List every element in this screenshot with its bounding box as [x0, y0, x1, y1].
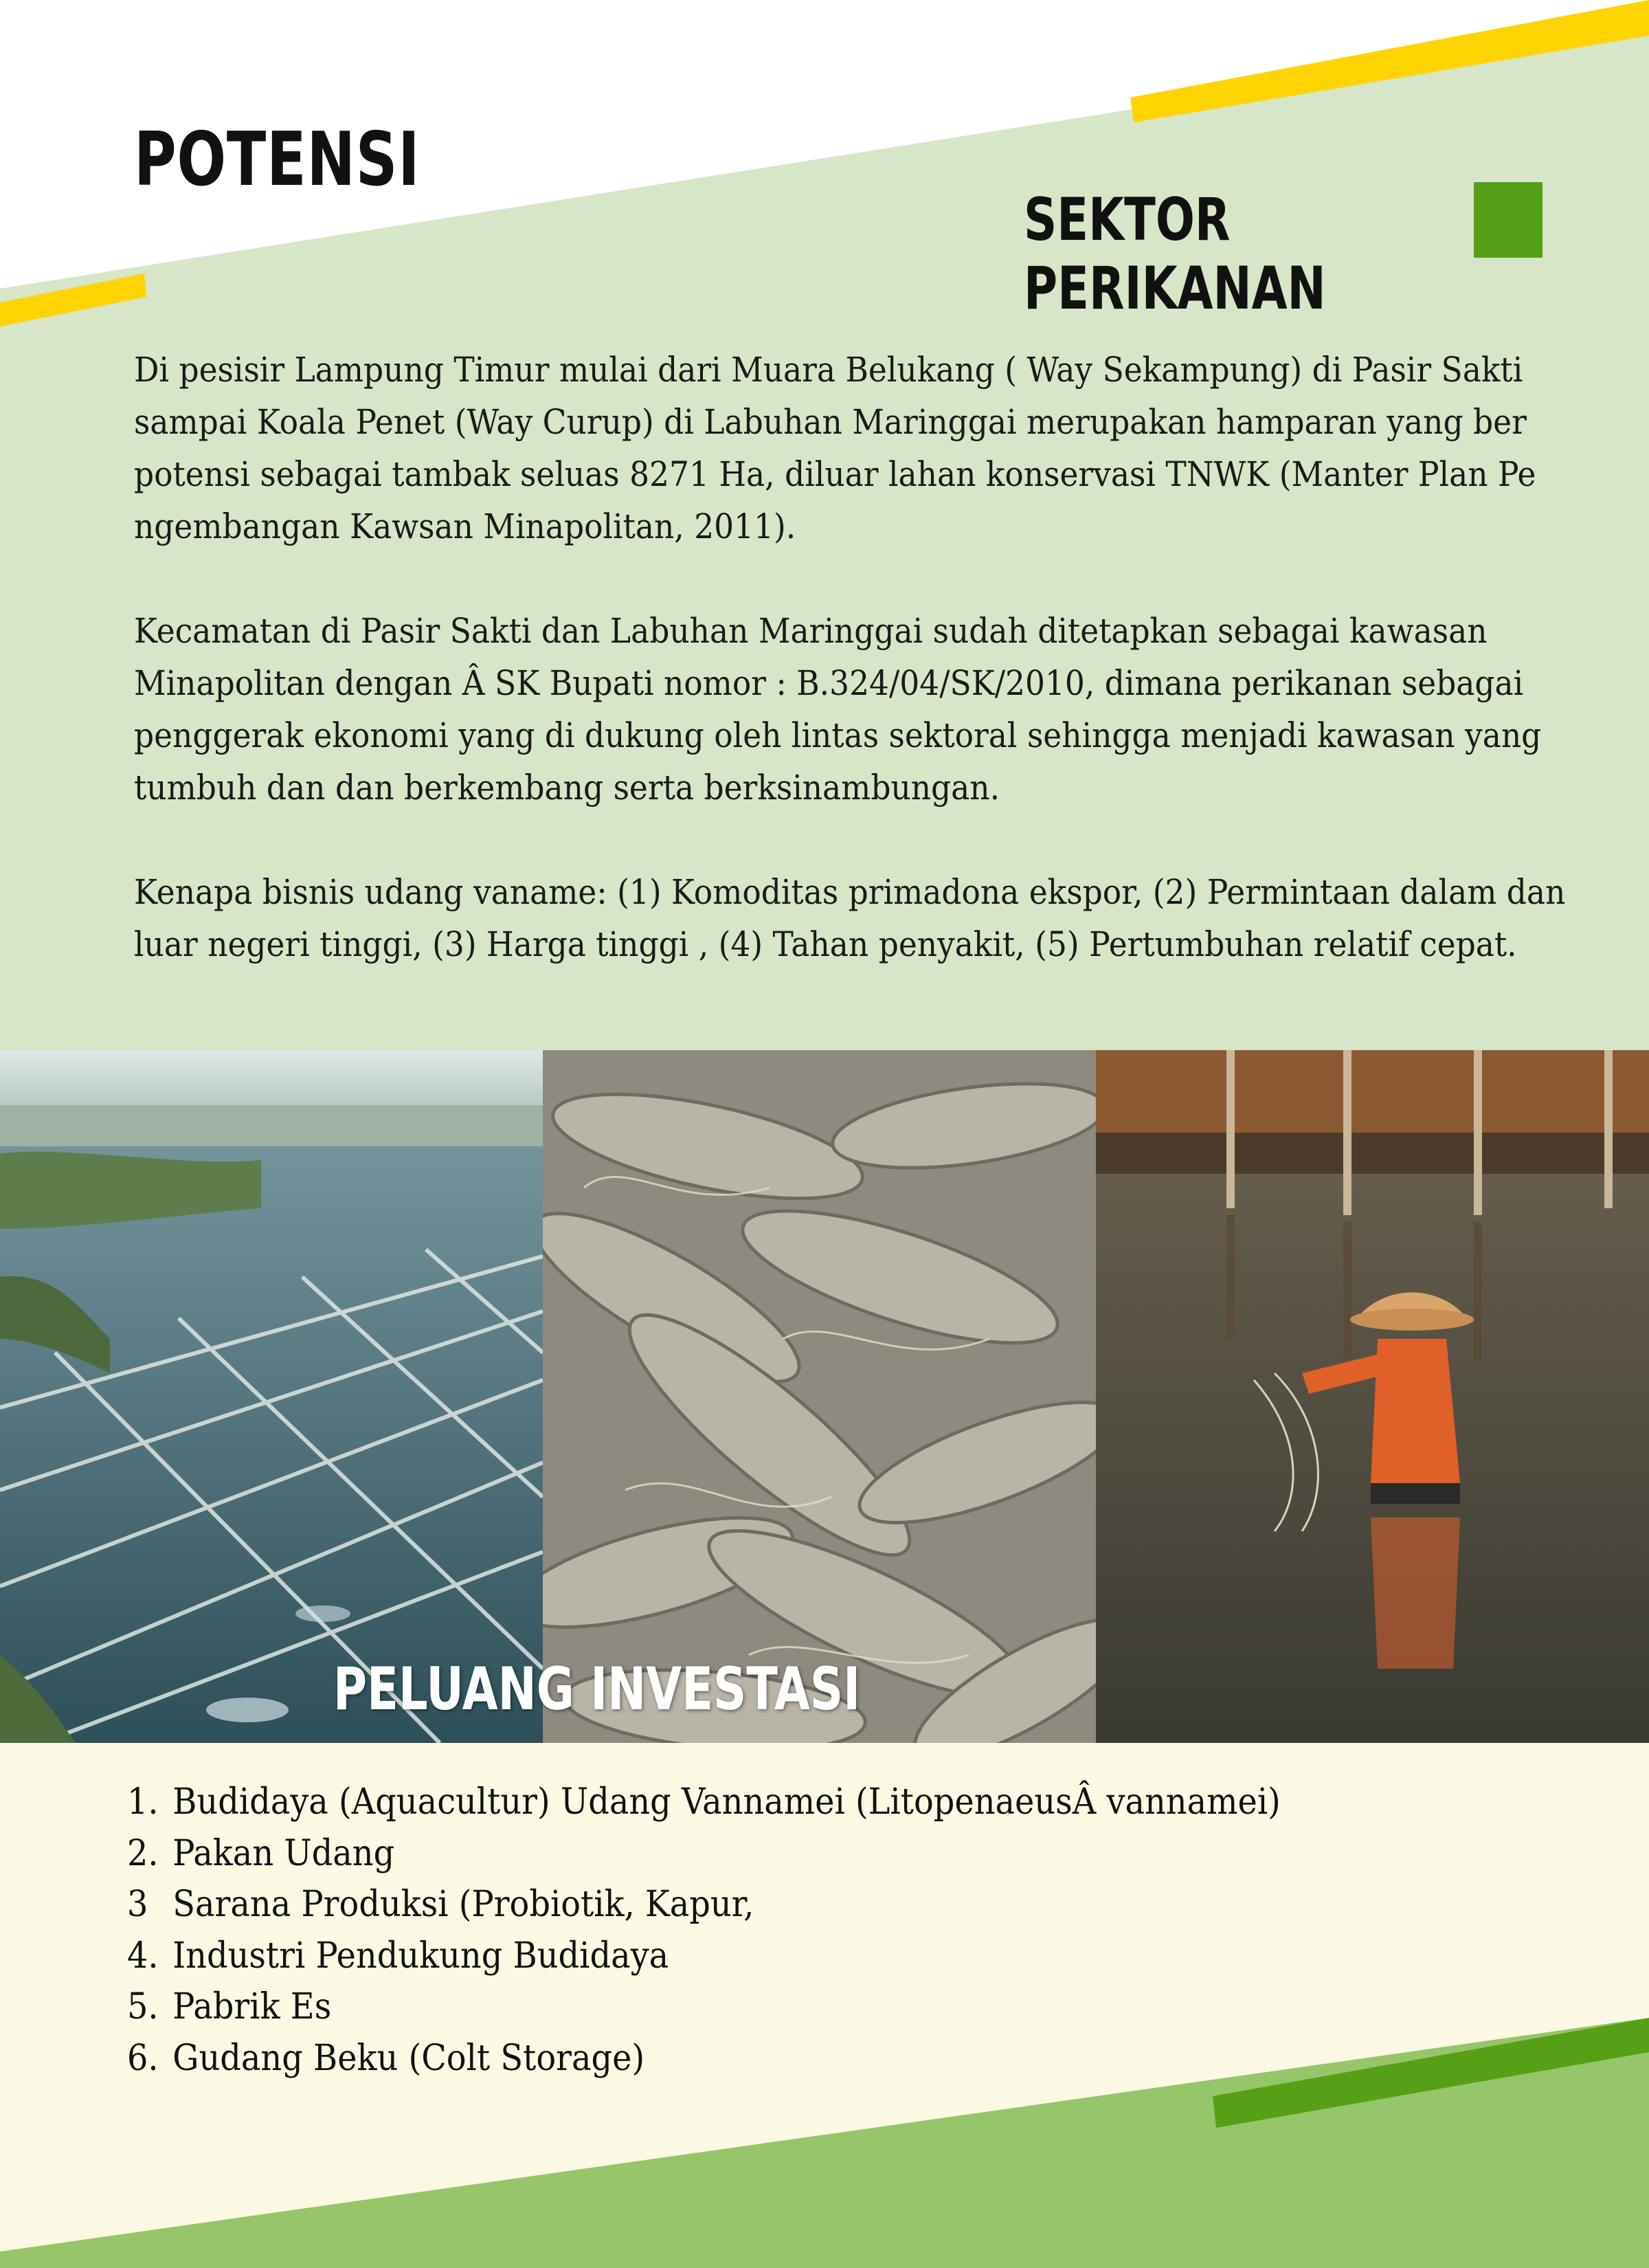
photo-fisherwoman — [1096, 1050, 1649, 1743]
body-text — [134, 344, 1570, 1023]
paragraph-3: Kenapa bisnis udang vaname: (1) Komoditas primadona ekspor, (2) Permintaan dalam dan luar negeri tinggi, (3) Harga tinggi , (4) Tahan penyakit, (5) Pertumbuhan relatif cepat. — [134, 872, 1566, 964]
photo-shrimp — [543, 1050, 1096, 1743]
paragraph-1: Di pesisir Lampung Timur mulai dari Muara Belukang ( Way Sekampung) di Pasir Sakti sampai Koala Penet (Way Curup) di Labuhan Maringgai merupakan hamparan yang ber potensi sebagai tambak seluas 8271 Ha, diluar lahan konservasi TNWK (Manter Plan Pe ngembangan Kawsan Minapolitan, 2011). — [134, 350, 1536, 546]
list-item: 4. Industri Pendukung Budidaya — [127, 1935, 669, 1977]
list-item: 5. Pabrik Es — [127, 1986, 332, 2027]
sector-marker — [1474, 182, 1543, 258]
paragraph-2: Kecamatan di Pasir Sakti dan Labuhan Maringgai sudah ditetapkan sebagai kawasan Minapolitan dengan Â SK Bupati nomor : B.324/04/SK/2010, dimana perikanan sebagai penggerak ekonomi yang di dukung oleh lintas sektoral sehingga menjadi kawasan yang tumbuh dan dan berkembang serta berksinambungan. — [134, 611, 1542, 808]
list-item: 6. Gudang Beku (Colt Storage) — [127, 2037, 645, 2079]
photo-strip — [0, 1050, 1649, 1743]
list-item: 2. Pakan Udang — [127, 1832, 395, 1874]
list-item: 1. Budidaya (Aquacultur) Udang Vannamei (LitopenaeusÂ vannamei) — [127, 1781, 1281, 1823]
page-title: POTENSI — [134, 117, 420, 203]
list-item: 3 Sarana Produksi (Probiotik, Kapur, — [127, 1884, 754, 1925]
peluang-investasi-title: PELUANG INVESTASI — [333, 1655, 861, 1724]
sector-title: SEKTOR PERIKANAN — [1024, 186, 1326, 323]
investment-list — [127, 1777, 1281, 2084]
photo-fish-ponds — [0, 1050, 543, 1743]
